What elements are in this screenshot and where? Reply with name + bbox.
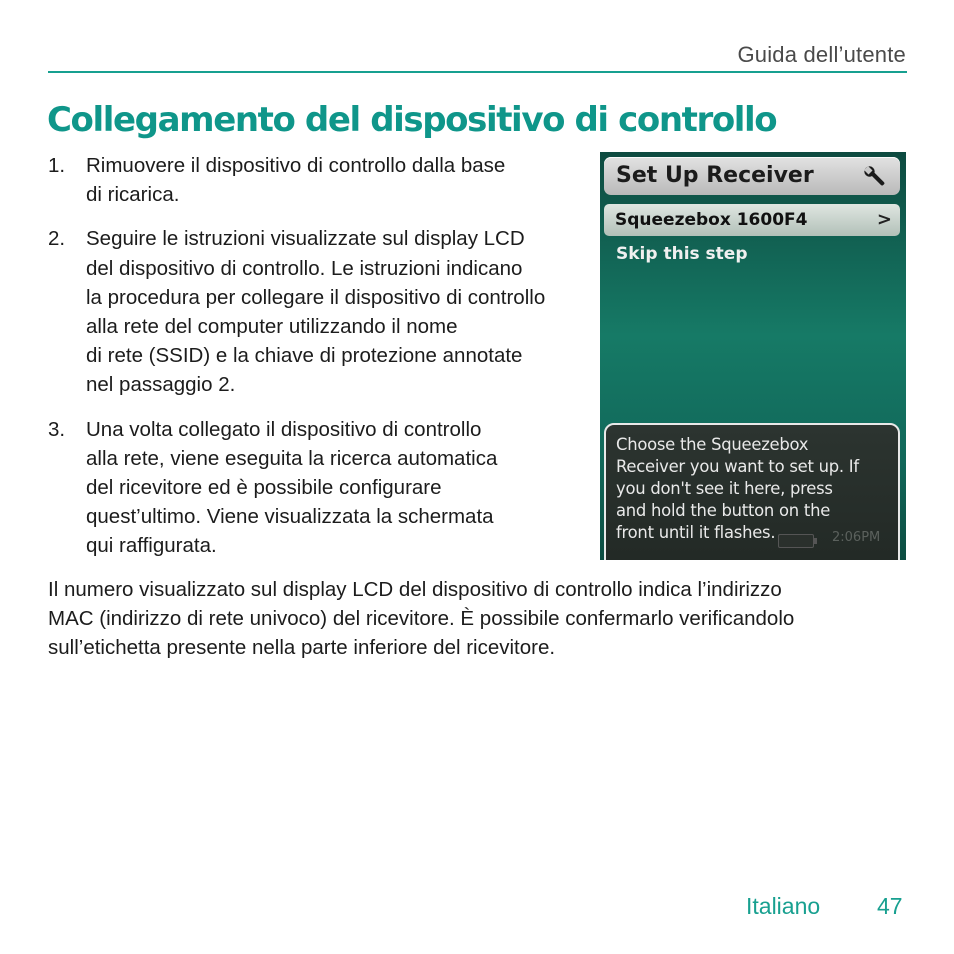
popup-line: and hold the button on the xyxy=(616,501,831,520)
step-line: alla rete, viene eseguita la ricerca automatica xyxy=(86,446,498,470)
wrench-icon xyxy=(862,164,888,190)
step-line: Rimuovere il dispositivo di controllo dalla base xyxy=(86,154,506,177)
step-1 xyxy=(48,151,588,209)
step-2 xyxy=(48,224,588,399)
popup-line: Receiver you want to set up. If xyxy=(616,457,859,476)
lcd-title: Set Up Receiver xyxy=(616,163,814,188)
page-title: Collegamento del dispositivo di controllo xyxy=(47,100,777,140)
receiver-list-item[interactable] xyxy=(604,204,900,236)
step-line: quest’ultimo. Viene visualizzata la schermata xyxy=(86,505,494,529)
paragraph-line: sull’etichetta presente nella parte inferiore del ricevitore. xyxy=(48,636,556,660)
footer-language: Italiano xyxy=(746,893,821,919)
step-number: 1. xyxy=(48,154,66,177)
step-line: qui raffigurata. xyxy=(86,534,217,558)
popup-line: front until it flashes. xyxy=(616,523,776,542)
header-rule xyxy=(48,71,907,73)
help-popup-text xyxy=(616,434,901,544)
step-line: di ricarica. xyxy=(86,183,180,207)
page-number: 47 xyxy=(877,893,903,919)
lcd-title-bar xyxy=(604,157,900,195)
step-line: la procedura per collegare il dispositivo di controllo xyxy=(86,285,546,309)
paragraph-line: MAC (indirizzo di rete univoco) del ricevitore. È possibile confermarlo verificandolo xyxy=(48,607,795,631)
steps-list xyxy=(48,151,588,561)
step-number: 3. xyxy=(48,417,66,441)
lcd-screenshot xyxy=(600,152,906,560)
step-line: alla rete del computer utilizzando il nome xyxy=(86,315,458,339)
step-line: del ricevitore ed è possibile configurare xyxy=(86,476,442,500)
step-number: 2. xyxy=(48,227,66,251)
chevron-right-icon: > xyxy=(876,209,892,230)
step-line: del dispositivo di controllo. Le istruzioni indicano xyxy=(86,256,523,280)
step-line: Una volta collegato il dispositivo di controllo xyxy=(86,417,482,441)
skip-step-item[interactable]: Skip this step xyxy=(616,244,748,264)
step-3 xyxy=(48,415,588,561)
popup-line: Choose the Squeezebox xyxy=(616,435,809,454)
popup-line: you don't see it here, press xyxy=(616,479,833,498)
body-paragraph xyxy=(48,575,908,663)
battery-icon xyxy=(778,534,814,548)
receiver-name: Squeezebox 1600F4 xyxy=(615,210,808,230)
lcd-clock: 2:06PM xyxy=(832,530,881,545)
step-line: nel passaggio 2. xyxy=(86,373,236,397)
step-line: di rete (SSID) e la chiave di protezione annotate xyxy=(86,344,523,368)
running-head: Guida dell’utente xyxy=(737,42,906,67)
paragraph-line: Il numero visualizzato sul display LCD del dispositivo di controllo indica l’indirizzo xyxy=(48,578,782,601)
step-line: Seguire le istruzioni visualizzate sul display LCD xyxy=(86,227,525,251)
